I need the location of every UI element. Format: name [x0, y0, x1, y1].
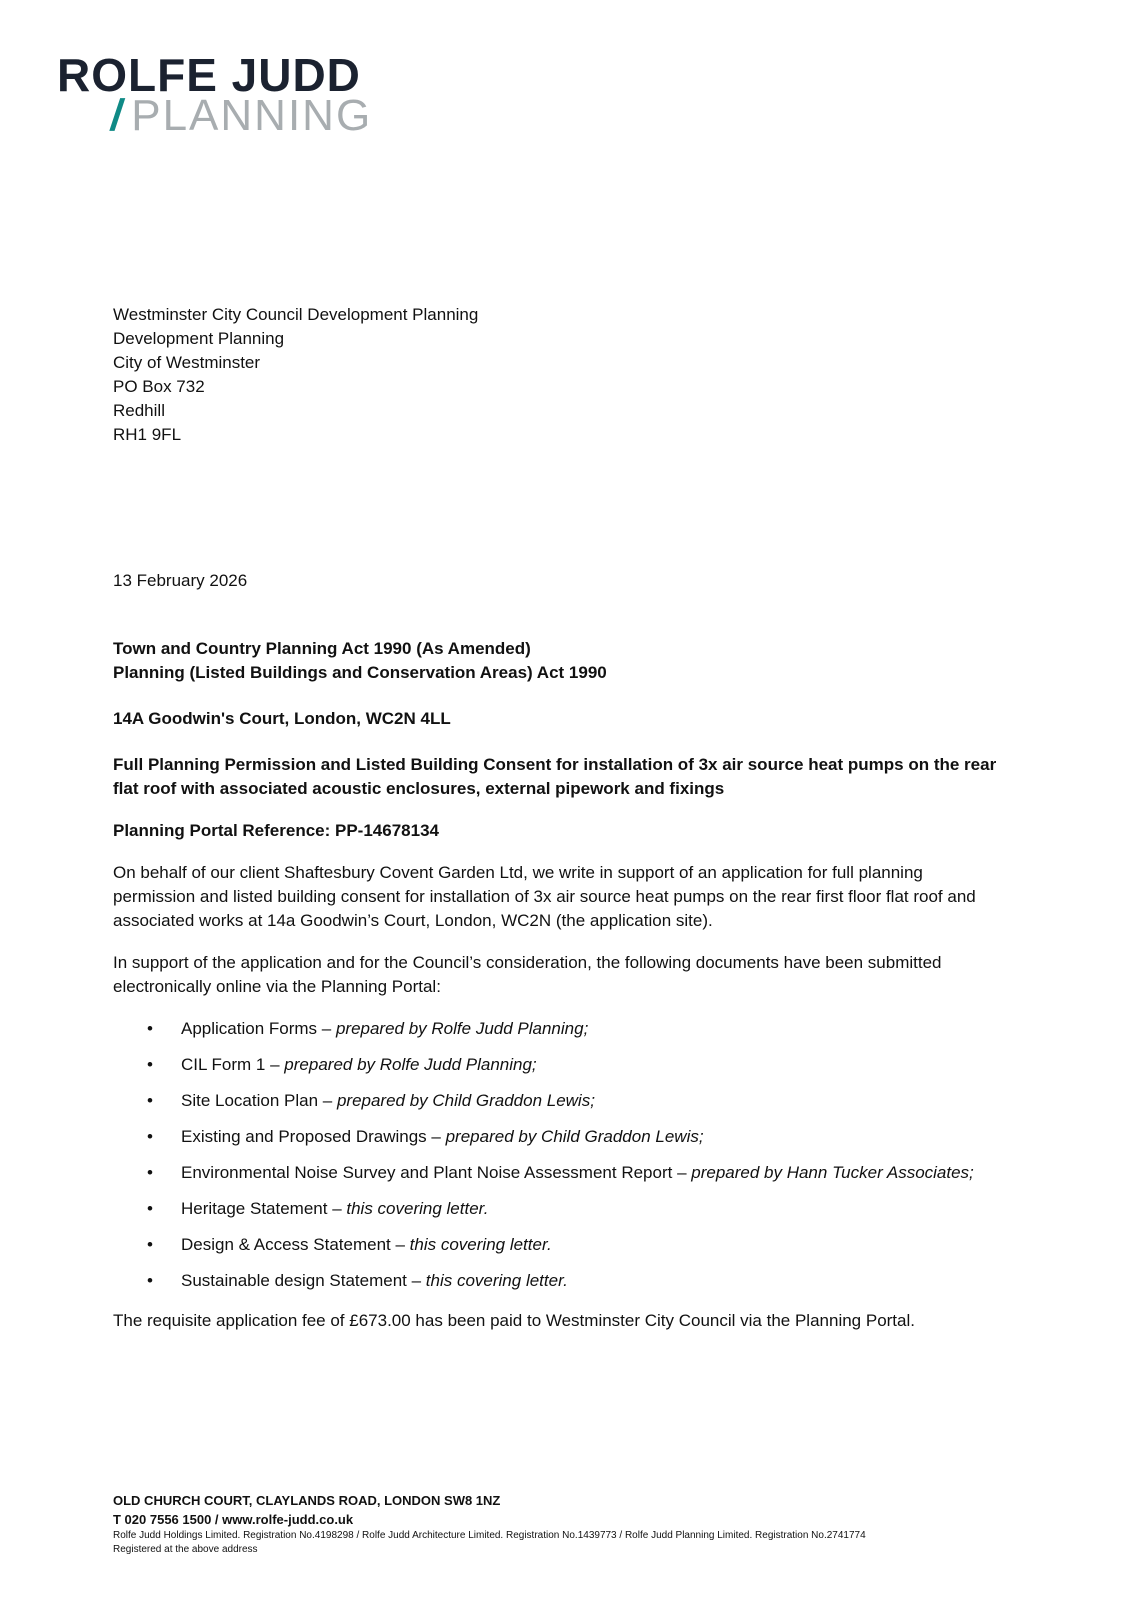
document-name: CIL Form 1 – [181, 1055, 285, 1074]
document-note: this covering letter. [346, 1199, 489, 1218]
letter-body [113, 637, 1003, 1333]
intro-paragraph: On behalf of our client Shaftesbury Covent Garden Ltd, we write in support of an application for full planning permission and listed building consent for installation of 3x air source heat pumps on the rear first floor flat roof and associated works at 14a Goodwin’s Court, London, WC2N (the application site). [113, 863, 976, 930]
bullet-icon: • [147, 1199, 153, 1218]
recipient-address [113, 303, 478, 447]
list-item [113, 1053, 1003, 1077]
address-line: Westminster City Council Development Planning [113, 305, 479, 324]
footer-address: OLD CHURCH COURT, CLAYLANDS ROAD, LONDON SW8 1NZ [113, 1493, 501, 1508]
document-note: this covering letter. [409, 1235, 552, 1254]
document-name: Sustainable design Statement – [181, 1271, 426, 1290]
bullet-icon: • [147, 1127, 153, 1146]
letter-date: 13 February 2026 [113, 571, 248, 590]
fee-paragraph: The requisite application fee of £673.00 has been paid to Westminster City Council via the Planning Portal. [113, 1311, 915, 1330]
logo-planning-text: PLANNING [131, 91, 373, 140]
heading-portal-reference: Planning Portal Reference: PP-14678134 [113, 821, 439, 840]
list-item [113, 1269, 1003, 1293]
list-item [113, 1125, 1003, 1149]
bullet-icon: • [147, 1271, 153, 1290]
list-item [113, 1233, 1003, 1257]
document-name: Site Location Plan – [181, 1091, 337, 1110]
logo-slash: / [107, 91, 129, 140]
document-note: prepared by Rolfe Judd Planning; [284, 1055, 537, 1074]
heading-site-address: 14A Goodwin's Court, London, WC2N 4LL [113, 709, 451, 728]
document-name: Environmental Noise Survey and Plant Noise Assessment Report – [181, 1163, 692, 1182]
letter-footer [113, 1491, 1013, 1557]
document-note: prepared by Rolfe Judd Planning; [335, 1019, 589, 1038]
logo-wordmark-rolfe-judd: ROLFE JUDD [57, 49, 361, 101]
documents-list [113, 1017, 1003, 1293]
bullet-icon: • [147, 1235, 153, 1254]
heading-proposal: Full Planning Permission and Listed Building Consent for installation of 3x air source heat pumps on the rear flat roof with associated acoustic enclosures, external pipework and fixings [113, 755, 997, 798]
document-note: prepared by Child Graddon Lewis; [445, 1127, 704, 1146]
footer-contact: T 020 7556 1500 / www.rolfe-judd.co.uk [113, 1512, 354, 1527]
heading-act-1: Town and Country Planning Act 1990 (As Amended) [113, 639, 531, 658]
list-item [113, 1017, 1003, 1041]
document-name: Heritage Statement – [181, 1199, 347, 1218]
company-logo [57, 49, 373, 140]
address-line: Development Planning [113, 329, 285, 348]
address-line: PO Box 732 [113, 377, 205, 396]
document-name: Application Forms – [181, 1019, 336, 1038]
address-line: Redhill [113, 401, 165, 420]
footer-registration: Rolfe Judd Holdings Limited. Registration No.4198298 / Rolfe Judd Architecture Limited. Registration No.1439773 / Rolfe Judd Planning Limited. Registration No.2741774 [113, 1530, 866, 1541]
document-name: Existing and Proposed Drawings – [181, 1127, 446, 1146]
logo-wordmark-planning [107, 91, 373, 140]
address-line: RH1 9FL [113, 425, 182, 444]
footer-registered-note: Registered at the above address [113, 1544, 258, 1555]
heading-act-2: Planning (Listed Buildings and Conservation Areas) Act 1990 [113, 663, 607, 682]
address-line: City of Westminster [113, 353, 261, 372]
list-item [113, 1161, 1003, 1185]
list-item [113, 1089, 1003, 1113]
bullet-icon: • [147, 1055, 153, 1074]
document-note: prepared by Hann Tucker Associates; [691, 1163, 974, 1182]
document-note: this covering letter. [425, 1271, 568, 1290]
document-name: Design & Access Statement – [181, 1235, 410, 1254]
bullet-icon: • [147, 1091, 153, 1110]
bullet-icon: • [147, 1019, 153, 1038]
bullet-icon: • [147, 1163, 153, 1182]
document-note: prepared by Child Graddon Lewis; [336, 1091, 595, 1110]
documents-intro-paragraph: In support of the application and for the Council’s consideration, the following documents have been submitted electronically online via the Planning Portal: [113, 953, 942, 996]
list-item [113, 1197, 1003, 1221]
